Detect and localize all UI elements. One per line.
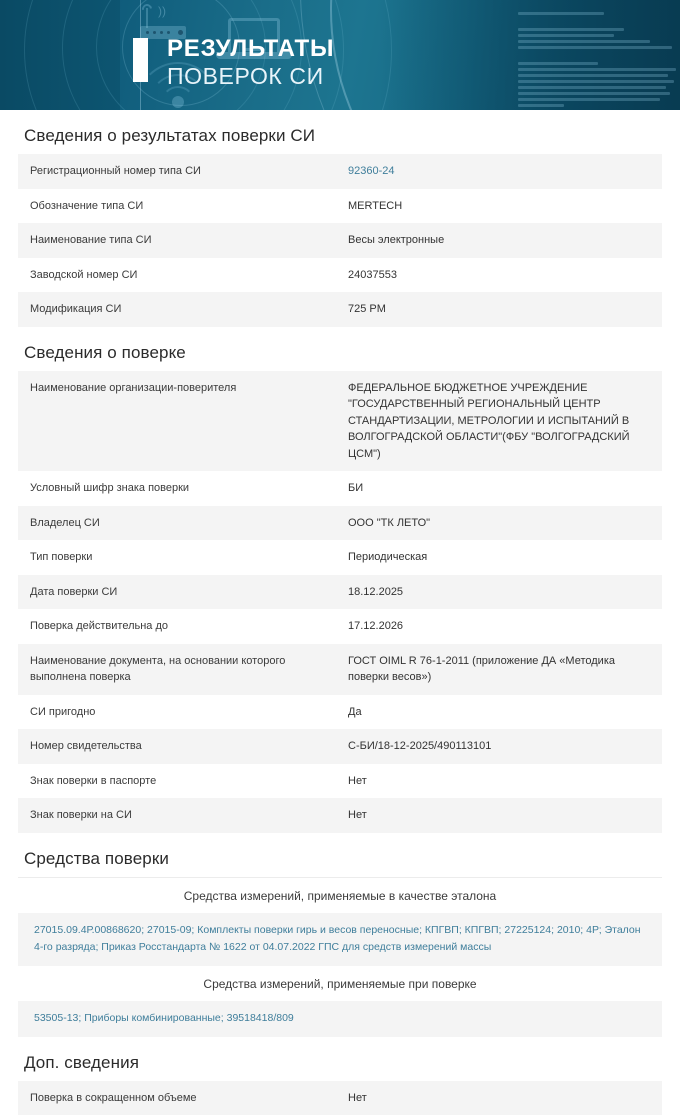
row-value: Нет [336,764,662,799]
row-key: Поверка действительна до [18,609,336,644]
table-row [18,506,662,541]
page-content [0,126,680,1115]
table-row [18,540,662,575]
row-key: Регистрационный номер типа СИ [18,154,336,189]
row-key: Тип поверки [18,540,336,575]
row-key: Наименование типа СИ [18,223,336,258]
wifi-signal-icon [172,96,184,108]
row-key: Номер свидетельства [18,729,336,764]
page-banner [0,0,680,110]
row-value: Весы электронные [336,223,662,258]
table-row [18,258,662,293]
verification-table-body [18,371,662,833]
verification-table [18,371,662,833]
row-value: 17.12.2026 [336,609,662,644]
table-row [18,764,662,799]
row-key: Модификация СИ [18,292,336,327]
table-row [18,609,662,644]
row-value: ФЕДЕРАЛЬНОЕ БЮДЖЕТНОЕ УЧРЕЖДЕНИЕ "ГОСУДАРСТВЕННЫЙ РЕГИОНАЛЬНЫЙ ЦЕНТР СТАНДАРТИЗАЦИИ, МЕТРОЛОГИИ И ИСПЫТАНИЙ В ВОЛГОГРАДСКОЙ ОБЛАСТИ"(ФБУ "ВОЛГОГРАДСКИЙ ЦСМ") [336,371,662,472]
row-value: ООО "ТК ЛЕТО" [336,506,662,541]
signal-waves-icon: )) [158,4,166,18]
section-title-means: Средства поверки [24,849,662,869]
table-row [18,471,662,506]
row-key: Поверка в сокращенном объеме [18,1081,336,1115]
row-value: 24037553 [336,258,662,293]
table-row [18,644,662,695]
row-value: БИ [336,471,662,506]
banner-title [167,36,334,89]
additional-table-body [18,1081,662,1115]
table-row [18,223,662,258]
row-value: 18.12.2025 [336,575,662,610]
results-table-body [18,154,662,327]
row-key: Обозначение типа СИ [18,189,336,224]
means-group-heading: Средства измерений, применяемые при поверке [18,966,662,1001]
results-table [18,154,662,327]
row-value: С-БИ/18-12-2025/490113101 [336,729,662,764]
table-row [18,189,662,224]
registration-number-link[interactable]: 92360-24 [348,165,395,177]
row-value: 725 PM [336,292,662,327]
table-row [18,695,662,730]
section-title-verification: Сведения о поверке [24,343,662,363]
row-key: Знак поверки на СИ [18,798,336,833]
row-key: Наименование документа, на основании которого выполнена поверка [18,644,336,695]
table-row [18,575,662,610]
row-key: Условный шифр знака поверки [18,471,336,506]
additional-table [18,1081,662,1115]
section-title-additional: Доп. сведения [24,1053,662,1073]
row-key: Заводской номер СИ [18,258,336,293]
table-row [18,292,662,327]
row-key: Наименование организации-поверителя [18,371,336,472]
row-key: Дата поверки СИ [18,575,336,610]
table-row [18,729,662,764]
means-block [18,877,662,1037]
banner-left-gradient [0,0,120,110]
section-title-results: Сведения о результатах поверки СИ [24,126,662,146]
table-row [18,798,662,833]
antenna-icon [146,8,148,28]
means-group-text: 27015.09.4Р.00868620; 27015-09; Комплекты поверки гирь и весов переносные; КПГВП; КПГВП; 27225124; 2010; 4Р; Эталон 4-го разряда; Приказ Росстандарта № 1622 от 04.07.2022 ГПС для средств измерений массы [18,913,662,966]
banner-accent-bar [133,38,148,82]
row-value: MERTECH [336,189,662,224]
means-group-heading: Средства измерений, применяемые в качестве эталона [18,878,662,913]
row-value: Да [336,695,662,730]
table-row [18,1081,662,1115]
banner-decorative-text [518,12,678,110]
table-row [18,371,662,472]
row-value: Нет [336,1081,662,1115]
row-value: Периодическая [336,540,662,575]
row-value: Нет [336,798,662,833]
table-row [18,154,662,189]
row-value: ГОСТ OIML R 76-1-2011 (приложение ДА «Методика поверки весов») [336,644,662,695]
row-key: Знак поверки в паспорте [18,764,336,799]
means-group-text: 53505-13; Приборы комбинированные; 39518418/809 [18,1001,662,1037]
row-value [336,154,662,189]
banner-title-line2: ПОВЕРОК СИ [167,64,334,89]
row-key: СИ пригодно [18,695,336,730]
banner-title-line1: РЕЗУЛЬТАТЫ [167,36,334,62]
row-key: Владелец СИ [18,506,336,541]
